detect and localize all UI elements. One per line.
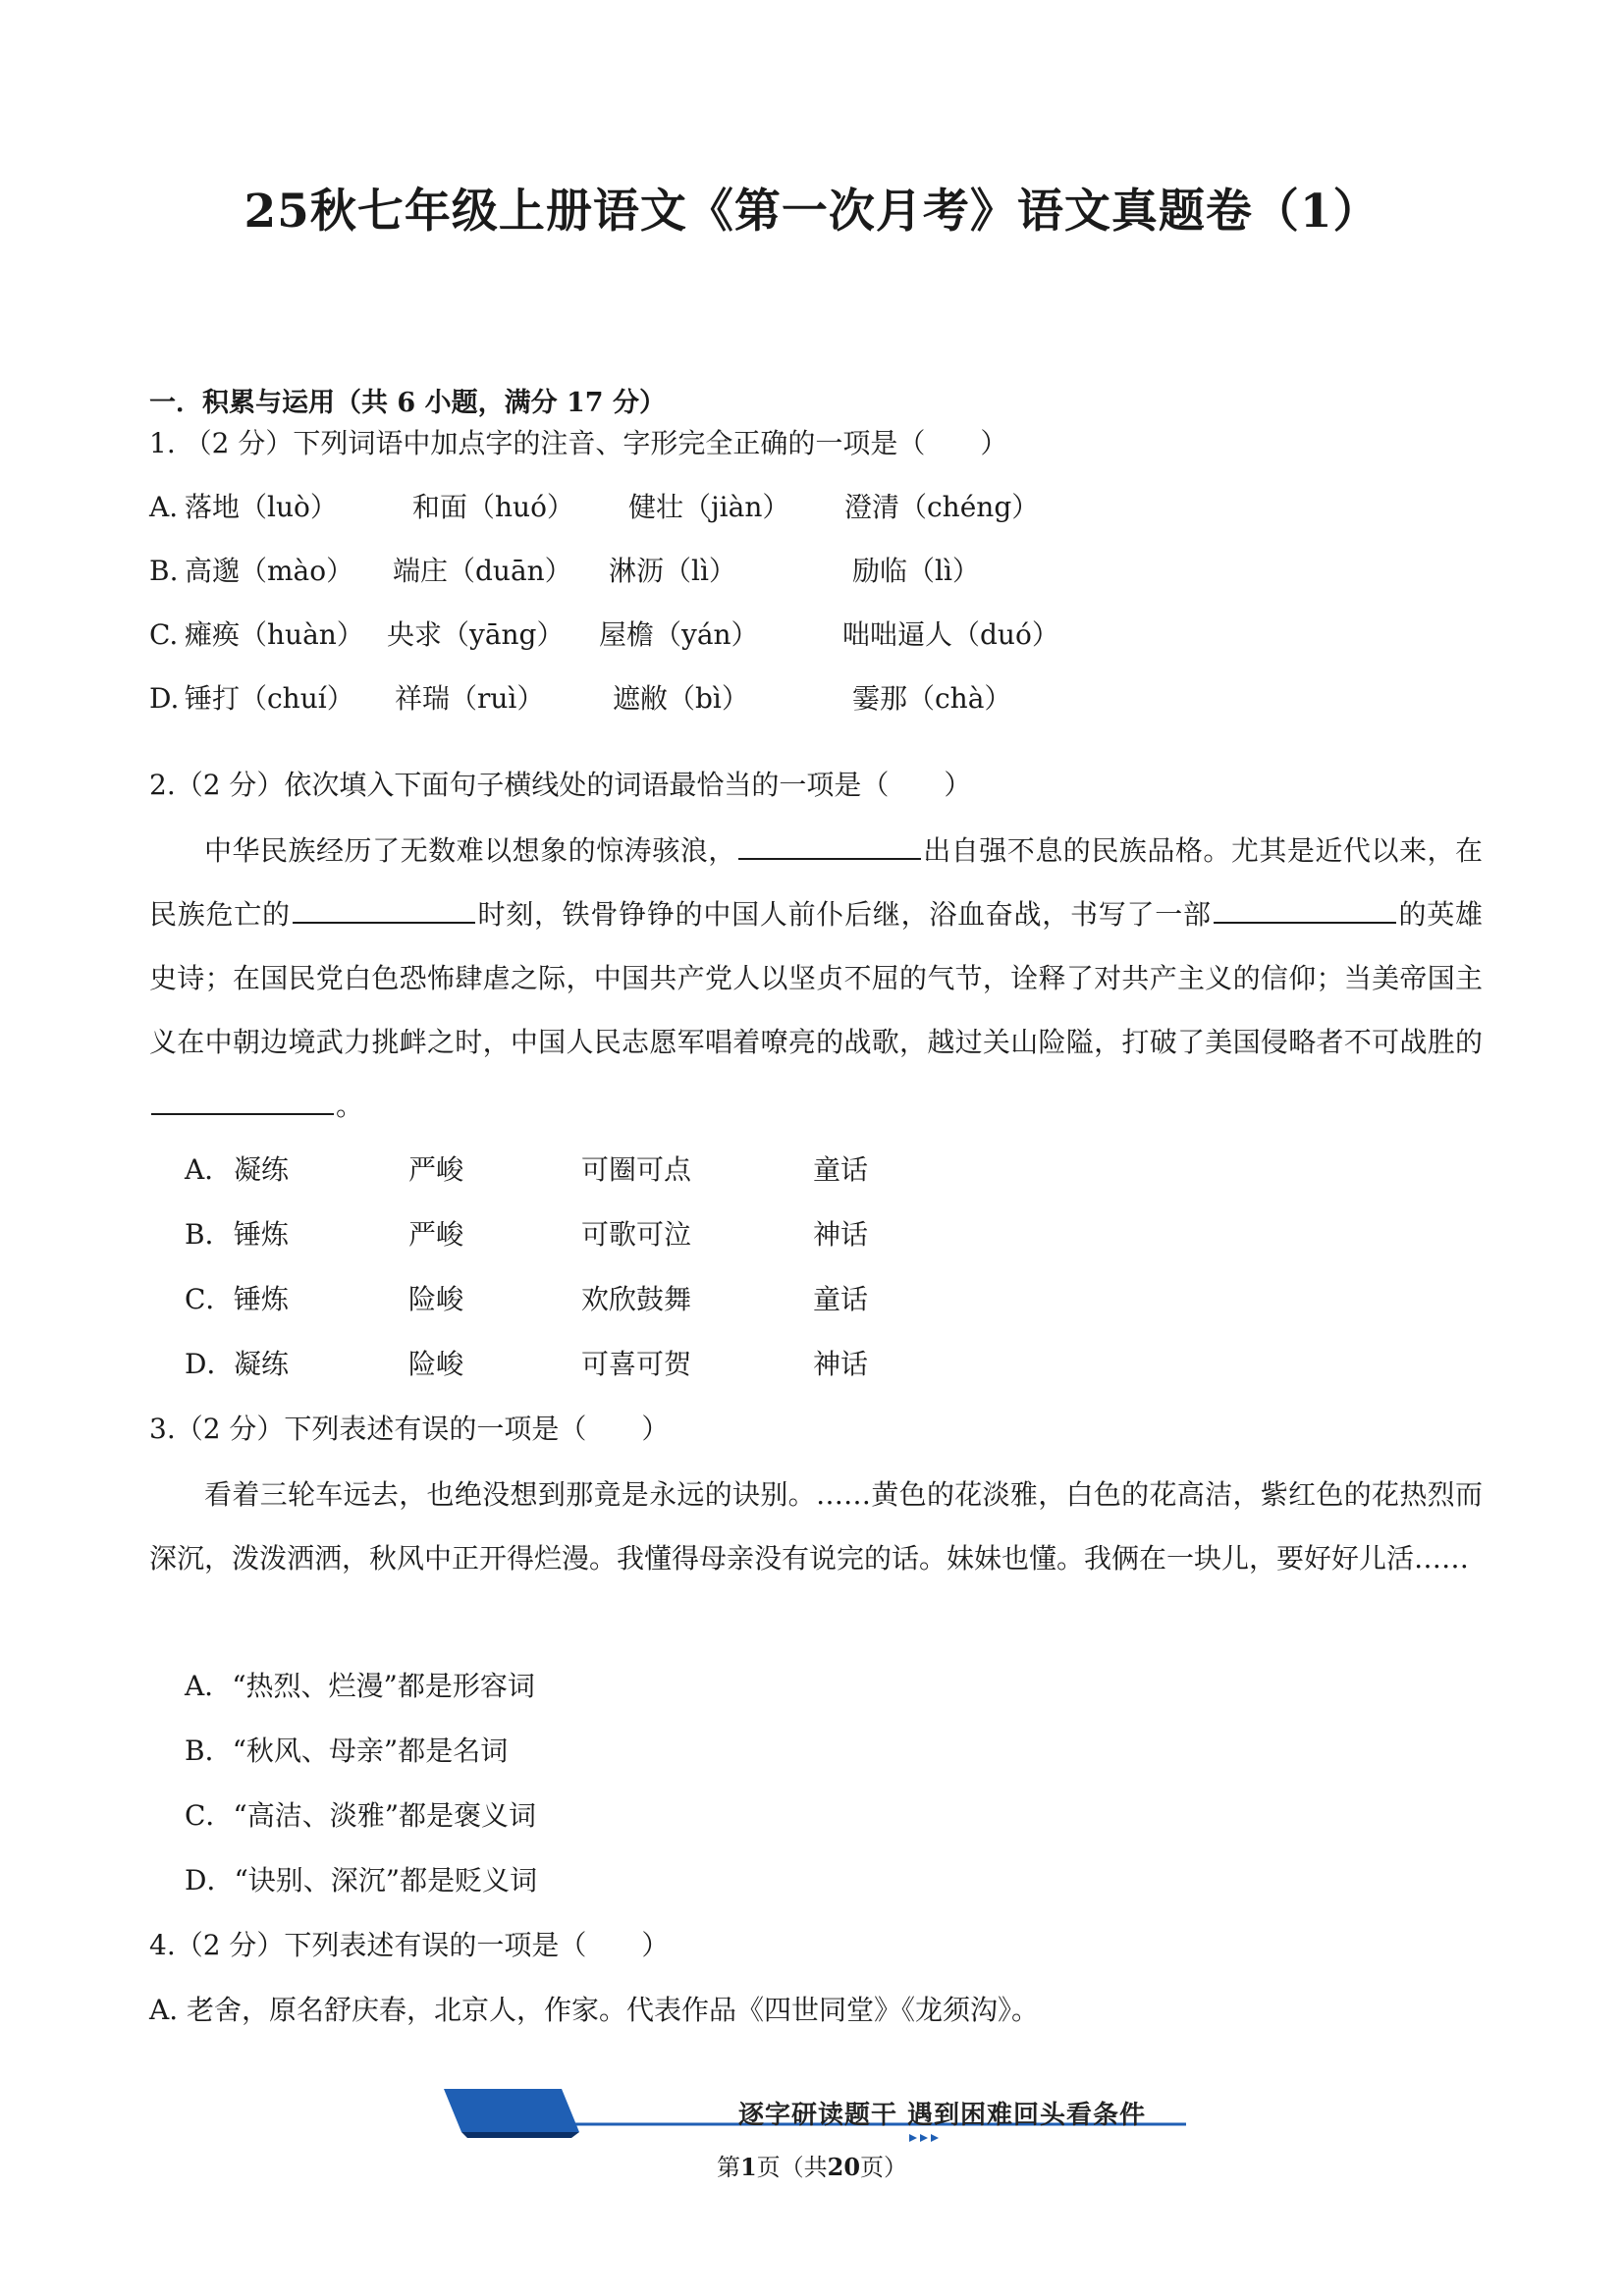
- option-item: 瘫痪（huàn）: [185, 618, 364, 651]
- q4-option-a: A. 老舍，原名舒庆春，北京人，作家。代表作品《四世同堂》《龙须沟》。: [149, 1994, 1040, 2026]
- option-item: 严峻: [408, 1218, 464, 1251]
- option-item: 励临（lì）: [852, 555, 980, 587]
- arrow-icon: [909, 2134, 917, 2142]
- q3-option-a: A．“热烈、烂漫”都是形容词: [185, 1670, 535, 1702]
- option-label: B.: [149, 555, 179, 587]
- option-item: 澄清（chéng）: [844, 491, 1040, 523]
- option-label: C．: [185, 1283, 234, 1315]
- fill-blank: [738, 832, 921, 860]
- option-item: 凝练: [234, 1153, 290, 1186]
- q3-option-c: C．“高洁、淡雅”都是褒义词: [185, 1799, 537, 1832]
- banner-blue-shape: [444, 2089, 579, 2132]
- option-item: 央求（yāng）: [387, 618, 565, 651]
- option-item: 可喜可贺: [581, 1348, 692, 1380]
- option-item: 淋沥（lì）: [609, 555, 736, 587]
- option-item: 凝练: [234, 1348, 290, 1380]
- option-label: B．: [185, 1218, 233, 1251]
- page-number: [0, 2148, 1624, 2182]
- q3-stem: 3.（2 分）下列表述有误的一项是（ ）: [149, 1413, 670, 1445]
- option-item: 锤炼: [234, 1283, 290, 1315]
- option-label: A.: [149, 491, 179, 523]
- option-item: 童话: [813, 1153, 869, 1186]
- option-item: 欢欣鼓舞: [581, 1283, 692, 1315]
- option-item: 可歌可泣: [581, 1218, 692, 1251]
- option-label: D.: [149, 682, 180, 715]
- q2-stem: 2.（2 分）依次填入下面句子横线处的词语最恰当的一项是（ ）: [149, 769, 972, 801]
- option-item: 锤打（chuí）: [185, 682, 354, 715]
- option-item: 童话: [813, 1283, 869, 1315]
- option-item: 祥瑞（ruì）: [395, 682, 545, 715]
- option-item: 和面（huó）: [412, 491, 574, 523]
- q4-stem: 4.（2 分）下列表述有误的一项是（ ）: [149, 1929, 670, 1961]
- q3-option-b: B．“秋风、母亲”都是名词: [185, 1735, 509, 1767]
- option-item: 端庄（duān）: [393, 555, 572, 587]
- passage-text: 出自强不息的民族品格。尤其是近代以来，在民族危亡的: [149, 834, 1483, 931]
- page-title: 25秋七年级上册语文《第一次月考》语文真题卷（1）: [244, 185, 1380, 239]
- option-item: 险峻: [408, 1348, 464, 1380]
- q3-passage: 看着三轮车远去，也绝没想到那竟是永远的诀别。……黄色的花淡雅，白色的花高洁，紫红色的花热烈而深沉，泼泼洒洒，秋风中正开得烂漫。我懂得母亲没有说完的话。妹妹也懂。我俩在一块儿，要好好儿活……: [149, 1478, 1483, 1575]
- q3-option-d: D．“诀别、深沉”都是贬义词: [185, 1864, 538, 1896]
- passage-text: 。: [336, 1090, 364, 1122]
- footer-slogan: 逐字研读题干 遇到困难回头看条件: [738, 2101, 1147, 2130]
- option-item: 遮敝（bì）: [613, 682, 749, 715]
- option-item: 落地（luò）: [185, 491, 338, 523]
- passage-text: 的英雄史诗；在国民党白色恐怖肆虐之际，中国共产党人以坚贞不屈的气节，诠释了对共产主义的信仰；当美帝国主义在中朝边境武力挑衅之时，中国人民志愿军唱着嘹亮的战歌，越过关山险隘，打破了美国侵略者不可战胜的: [149, 898, 1483, 1058]
- page-total: 20: [827, 2153, 861, 2181]
- banner-dark-shape: [461, 2132, 579, 2138]
- option-item: 咄咄逼人（duó）: [842, 618, 1059, 651]
- option-label: D．: [185, 1348, 235, 1380]
- page-prefix: 第: [716, 2154, 740, 2181]
- fill-blank: [1214, 896, 1396, 924]
- page-middle: 页（共: [756, 2154, 828, 2181]
- passage-text: 时刻，铁骨铮铮的中国人前仆后继，浴血奋战，书写了一部: [476, 898, 1212, 931]
- option-item: 神话: [813, 1348, 869, 1380]
- option-item: 险峻: [408, 1283, 464, 1315]
- fill-blank: [151, 1088, 334, 1115]
- section-heading: 一．积累与运用（共 6 小题，满分 17 分）: [149, 388, 666, 418]
- option-item: 屋檐（yán）: [599, 618, 759, 651]
- option-label: A．: [185, 1153, 233, 1186]
- option-item: 神话: [813, 1218, 869, 1251]
- option-item: 严峻: [408, 1153, 464, 1186]
- arrow-icon: [920, 2134, 928, 2142]
- arrow-icon: [931, 2134, 939, 2142]
- option-label: C.: [149, 618, 179, 651]
- option-item: 健壮（jiàn）: [628, 491, 790, 523]
- q1-stem: 1. （2 分）下列词语中加点字的注音、字形完全正确的一项是（ ）: [149, 427, 1008, 459]
- option-item: 锤炼: [234, 1218, 290, 1251]
- option-item: 可圈可点: [581, 1153, 692, 1186]
- page-current: 1: [739, 2153, 757, 2181]
- fill-blank: [293, 896, 475, 924]
- option-item: 高邈（mào）: [185, 555, 354, 587]
- option-item: 霎那（chà）: [852, 682, 1012, 715]
- q2-passage: [149, 819, 1483, 1138]
- passage-text: 中华民族经历了无数难以想象的惊涛骇浪，: [204, 834, 736, 867]
- page-suffix: 页）: [860, 2154, 908, 2181]
